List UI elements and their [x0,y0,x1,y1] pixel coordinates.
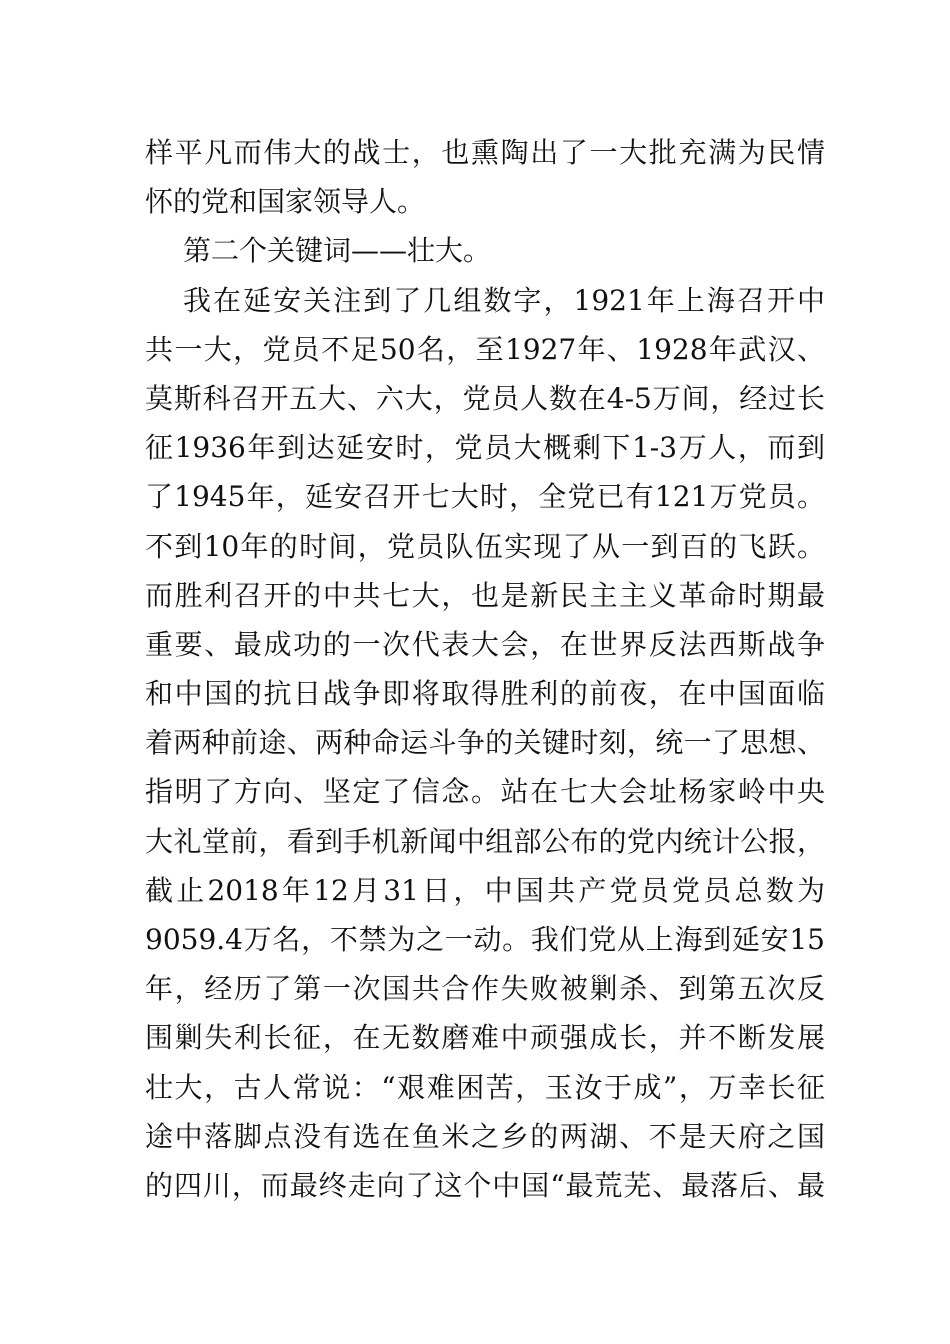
text-line: 不到10年的时间，党员队伍实现了从一到百的飞跃。 [145,529,825,563]
text-line: 征1936年到达延安时，党员大概剩下1-3万人，而到 [145,431,825,465]
text-line: 共一大，党员不足50名，至1927年、1928年武汉、 [145,332,825,366]
text-line: 着两种前途、两种命运斗争的关键时刻，统一了思想、 [145,726,825,760]
text-line: 我在延安关注到了几组数字，1921年上海召开中 [183,283,825,317]
text-line: 和中国的抗日战争即将取得胜利的前夜，在中国面临 [145,677,825,711]
text-line: 壮大，古人常说：“艰难困苦，玉汝于成”，万幸长征 [145,1070,825,1104]
text-line: 围剿失利长征，在无数磨难中顽强成长，并不断发展 [145,1021,825,1055]
text-line: 重要、最成功的一次代表大会，在世界反法西斯战争 [145,627,825,661]
text-line: 指明了方向、坚定了信念。站在七大会址杨家岭中央 [145,775,825,809]
text-line: 年，经历了第一次国共合作失败被剿杀、到第五次反 [145,972,825,1006]
text-line: 了1945年，延安召开七大时，全党已有121万党员。 [145,480,825,514]
text-line: 样平凡而伟大的战士，也熏陶出了一大批充满为民情 [145,136,825,169]
text-line: 9059.4万名，不禁为之一动。我们党从上海到延安15 [145,923,825,956]
text-line: 而胜利召开的中共七大，也是新民主主义革命时期最 [145,578,825,612]
section-heading: 第二个关键词——壮大。 [183,234,492,268]
text-line: 途中落脚点没有选在鱼米之乡的两湖、不是天府之国 [145,1119,825,1153]
body-text [145,128,825,1210]
text-line: 大礼堂前，看到手机新闻中组部公布的党内统计公报， [145,824,825,858]
text-line: 怀的党和国家领导人。 [145,185,426,219]
text-line: 莫斯科召开五大、六大，党员人数在4-5万间，经过长 [145,381,825,415]
text-line: 截止2018年12月31日，中国共产党员党员总数为 [145,873,825,907]
text-line: 的四川，而最终走向了这个中国“最荒芜、最落后、最 [145,1168,825,1202]
